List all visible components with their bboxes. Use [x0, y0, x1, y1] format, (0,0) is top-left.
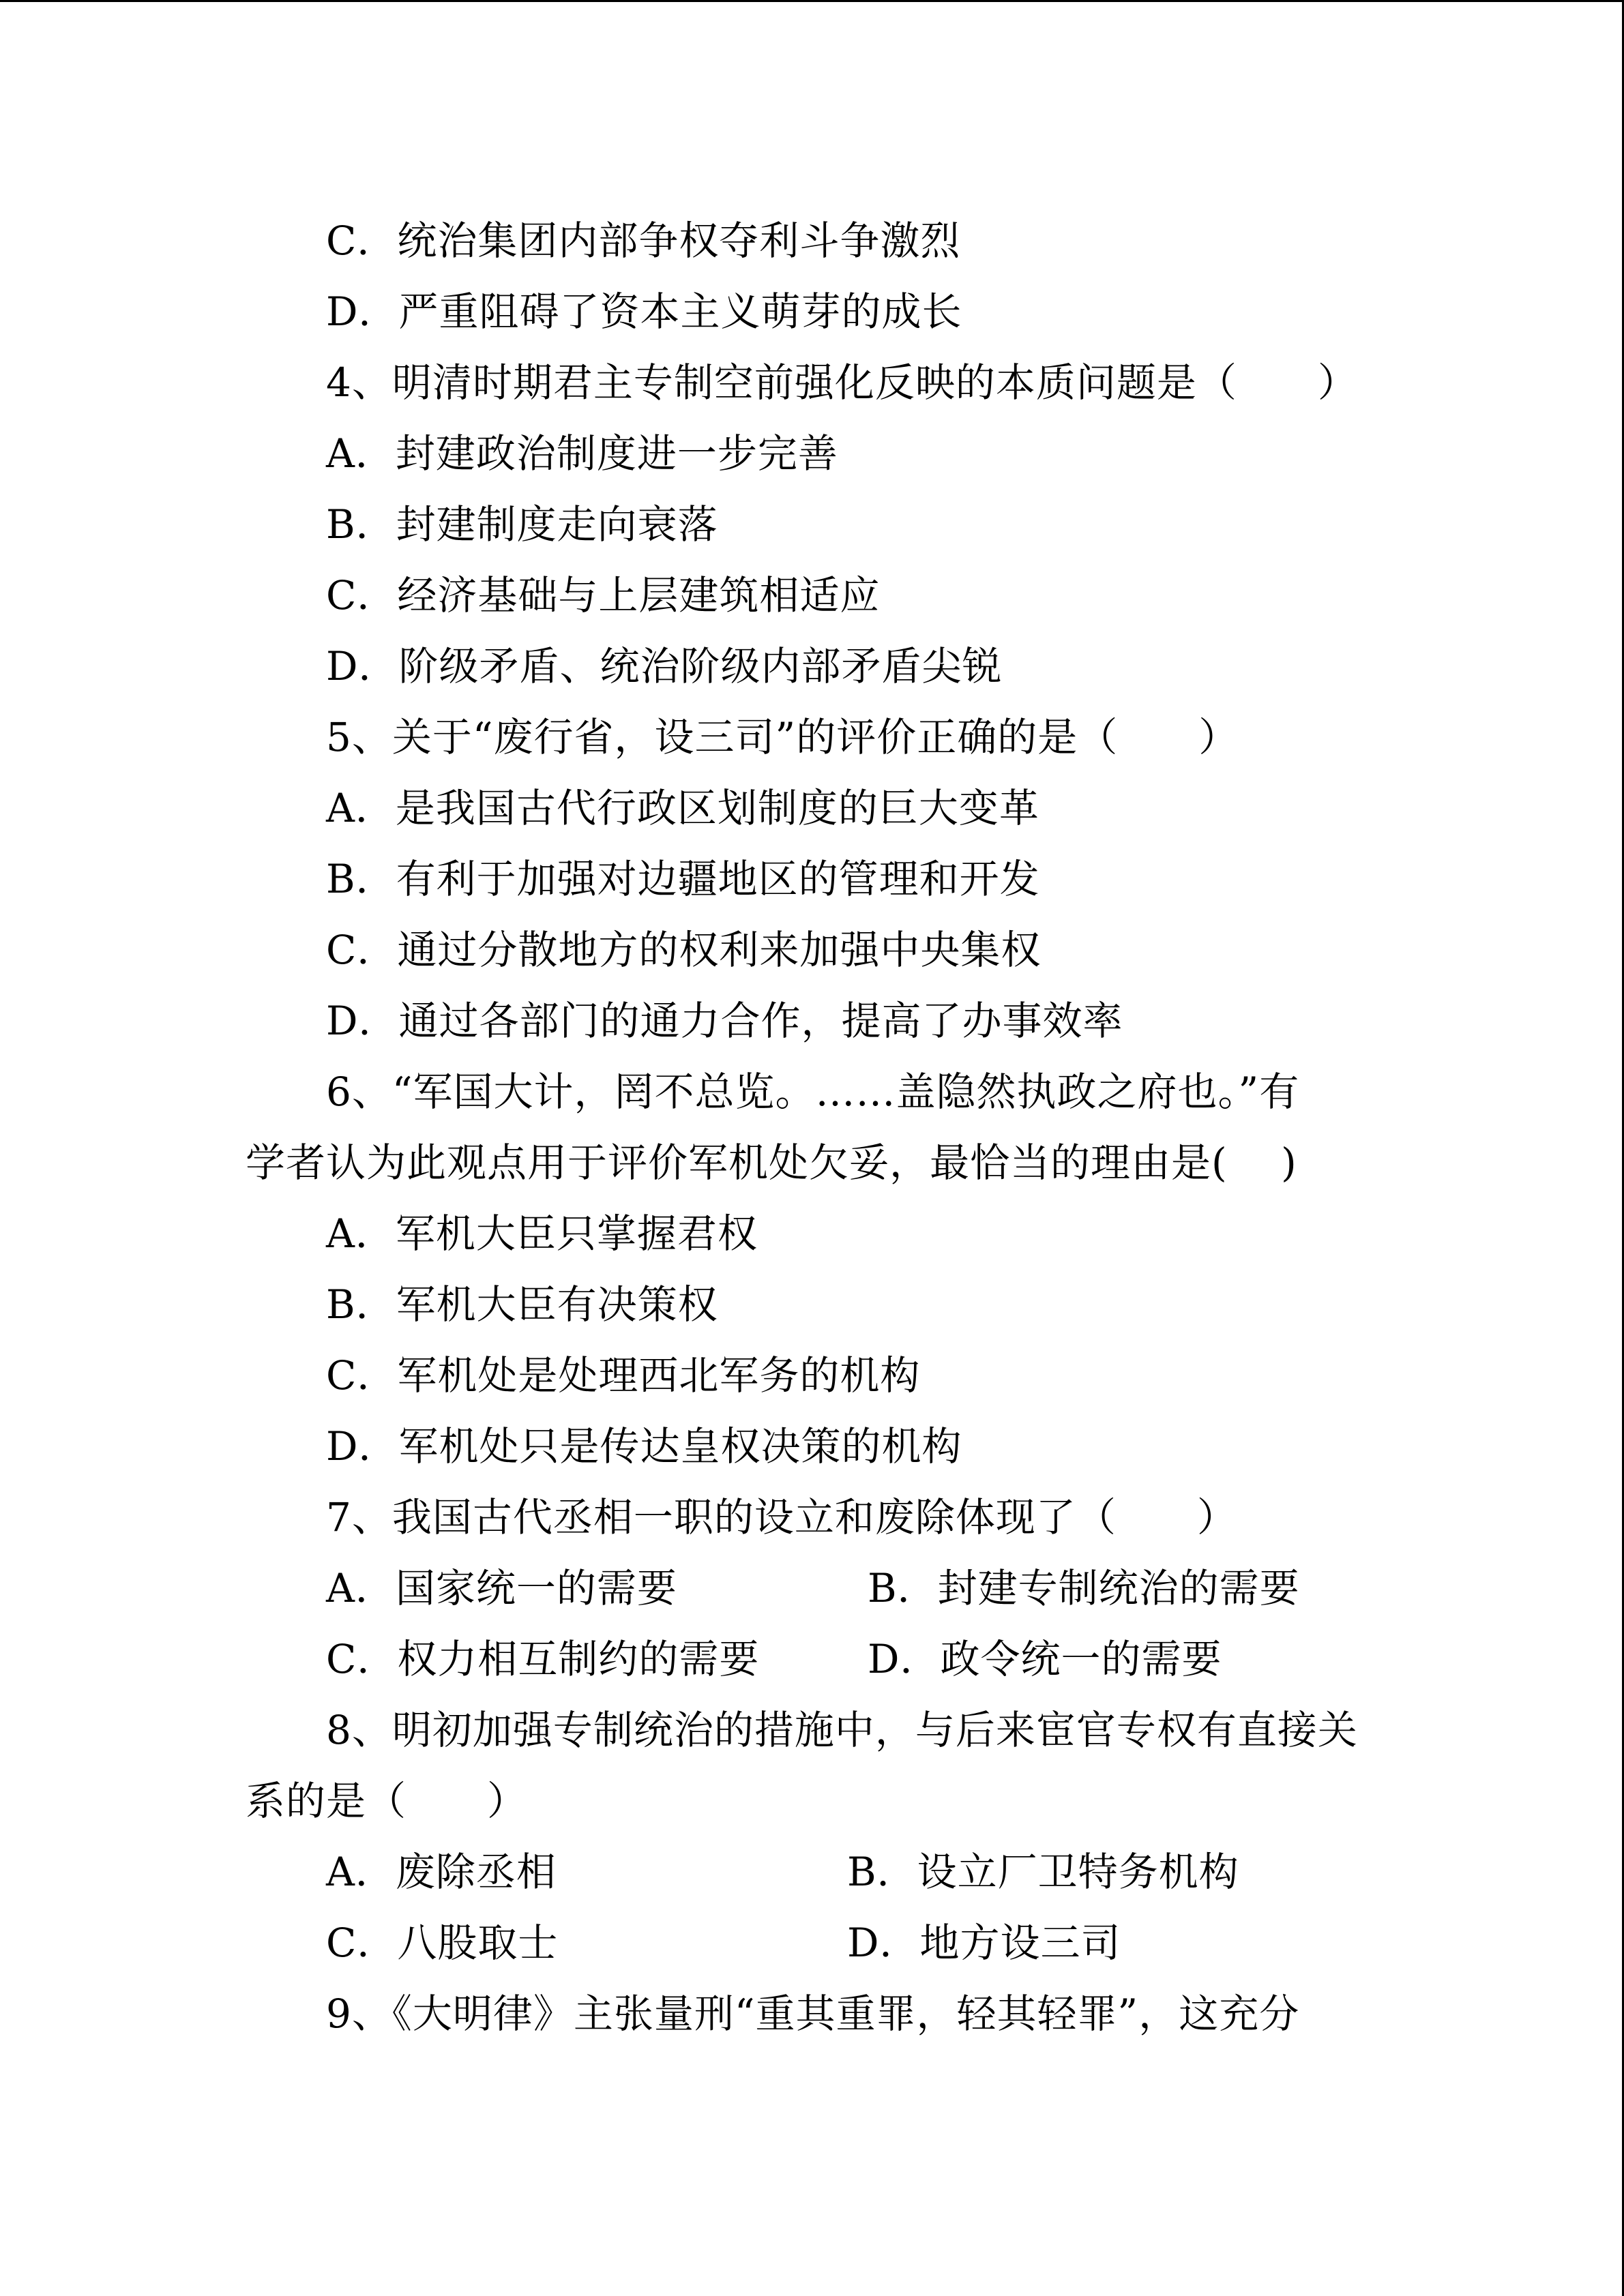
question-6-option-b: B．军机大臣有决策权: [326, 1281, 718, 1328]
question-5-option-a: A．是我国古代行政区划制度的巨大变革: [326, 785, 1039, 831]
question-8-option-a: A．废除丞相: [326, 1849, 557, 1895]
question-7-option-b: B．封建专制统治的需要: [868, 1565, 1300, 1611]
question-7-option-c: C．权力相互制约的需要: [326, 1636, 760, 1682]
question-7-option-a: A．国家统一的需要: [326, 1565, 677, 1611]
question-3-option-d: D．严重阻碍了资本主义萌芽的成长: [326, 288, 962, 335]
question-4-stem: 4、明清时期君主专制空前强化反映的本质问题是（ ）: [326, 359, 1358, 406]
question-6-option-c: C．军机处是处理西北军务的机构: [326, 1352, 921, 1399]
question-5-stem: 5、关于“废行省，设三司”的评价正确的是（ ）: [326, 714, 1239, 760]
question-6-stem-line-1: 6、“军国大计，罔不总览。……盖隐然执政之府也。”有: [326, 1069, 1300, 1115]
question-9-stem-line-1: 9、《大明律》主张量刑“重其重罪，轻其轻罪”，这充分: [326, 1991, 1300, 2037]
question-4-option-b: B．封建制度走向衰落: [326, 501, 718, 548]
question-8-stem-line-1: 8、明初加强专制统治的措施中，与后来宦官专权有直接关: [326, 1707, 1358, 1753]
question-3-option-c: C．统治集团内部争权夺利斗争激烈: [326, 218, 961, 264]
question-8-option-c: C．八股取士: [326, 1920, 559, 1966]
question-5-option-c: C．通过分散地方的权利来加强中央集权: [326, 927, 1042, 973]
question-6-option-a: A．军机大臣只掌握君权: [326, 1210, 758, 1257]
question-4-option-d: D．阶级矛盾、统治阶级内部矛盾尖锐: [326, 643, 1003, 689]
question-8-option-b: B．设立厂卫特务机构: [847, 1849, 1239, 1895]
question-5-option-b: B．有利于加强对边疆地区的管理和开发: [326, 856, 1040, 902]
question-4-option-a: A．封建政治制度进一步完善: [326, 430, 838, 477]
question-6-option-d: D．军机处只是传达皇权决策的机构: [326, 1423, 962, 1470]
question-7-option-d: D．政令统一的需要: [868, 1636, 1222, 1682]
question-6-stem-line-2: 学者认为此观点用于评价军机处欠妥，最恰当的理由是( ): [246, 1139, 1297, 1186]
question-5-option-d: D．通过各部门的通力合作，提高了办事效率: [326, 998, 1123, 1044]
question-4-option-c: C．经济基础与上层建筑相适应: [326, 572, 881, 618]
question-8-option-d: D．地方设三司: [847, 1920, 1121, 1966]
question-7-stem: 7、我国古代丞相一职的设立和废除体现了（ ）: [326, 1494, 1237, 1540]
question-8-stem-line-2: 系的是（ ）: [246, 1778, 528, 1824]
